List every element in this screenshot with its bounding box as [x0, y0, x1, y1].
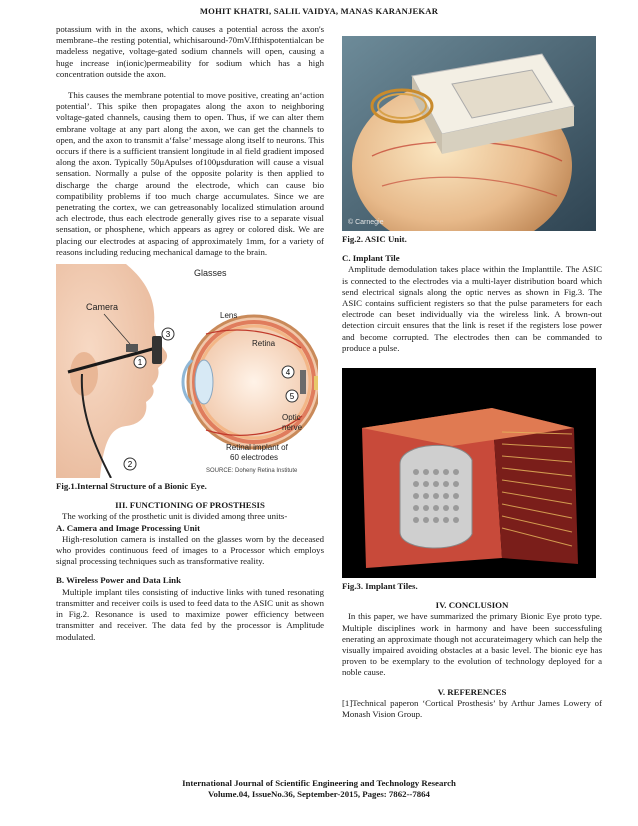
journal-footer	[0, 778, 638, 801]
label-nerve: nerve	[282, 423, 303, 433]
asic-unit-photo	[342, 36, 596, 231]
marker-5	[286, 390, 298, 402]
left-column	[56, 24, 324, 643]
bionic-eye-illustration	[56, 264, 318, 478]
label-implant-line2: 60 electrodes	[230, 453, 279, 463]
label-optic: Optic	[282, 413, 301, 423]
fig2-credit: © Carnegie	[348, 219, 384, 226]
label-retina: Retina	[252, 339, 276, 349]
label-glasses: Glasses	[194, 268, 227, 279]
optic-nerve	[314, 376, 318, 390]
marker-2	[124, 458, 136, 470]
marker-3	[162, 328, 174, 340]
ear	[70, 352, 98, 396]
marker-1	[134, 356, 146, 368]
svg-text:2: 2	[127, 460, 133, 470]
section-3-title: III. FUNCTIONING OF PROSTHESIS	[115, 500, 265, 511]
figure-2-caption: Fig.2. ASIC Unit.	[342, 234, 407, 244]
figure-3-implant-tiles	[342, 368, 596, 578]
implant-tiles-render	[342, 368, 596, 578]
subsection-b-text: Multiple implant tiles consisting of inductive links with tuned resonating transmitter and receiver coils is used to feed data to the ASIC unit as shown in Fig.2. Resonance is used to maximize power efficiency between transmitter and receiver. The data fed by the processor is Amplitude modulated.	[56, 586, 324, 642]
footer-volume-info: Volume.04, IssueNo.36, September-2015, Pages: 7862--7864	[208, 789, 430, 800]
camera-unit	[126, 344, 138, 352]
subsection-b-title: B. Wireless Power and Data Link	[56, 575, 181, 586]
paragraph-continued: potassium with in the axons, which causes a potential across the axon's membrane–the resting potential, whichisaround-70mV.Ifthispotentialcan be madeless negative, voltage-gated sodium channels will open, causing a huge increase in(ionic)permeability for sodium which has a high concentration outside the axon.	[56, 24, 324, 79]
figure-1-bionic-eye	[56, 264, 318, 478]
marker-4	[282, 366, 294, 378]
section-3-intro: The working of the prosthetic unit is divided among three units-	[62, 511, 288, 522]
retinal-implant	[300, 370, 306, 394]
implant-tile	[400, 445, 472, 548]
subsection-a-title: A. Camera and Image Processing Unit	[56, 522, 200, 533]
figure-3-caption: Fig.3. Implant Tiles.	[342, 581, 418, 592]
svg-text:3: 3	[165, 330, 171, 340]
glasses-lens-frame	[152, 336, 162, 364]
right-column	[342, 24, 602, 720]
paragraph-action-potential: This causes the membrane potential to move positive, creating an‘action potential’. This spike then propagates along the axon to neighboring voltage-gated channels, causing them to open. Thus, if we can alter them embrane voltage at any part along the axon, we can get the channels to open, and the axon to transmit a‘false’ message along itself to neurons. This occurs if there is a sufficient transient longitude in al field gradient imposed along the axon. Typically 50μApulses of100μsduration will cause a visual sensation. Normally a pulse of the opposite polarity is then applied to discharge the charge around the electrode, which can cause bio compatibility problems if too much charge accumulates. Since we are penetrating the cortex, we can getreasonably localized stimulation around ach electrode, thus each electrode generally gives rise to a separate visual sensation, or phosphene, which appears as agrey or colored disk. We are placing our electrodes at aspacing of approximately 1mm, for a variety of reasons including reducing mechanical damage to the brain.	[56, 90, 324, 257]
section-5-title: V. REFERENCES	[437, 686, 507, 697]
label-lens: Lens	[220, 311, 238, 321]
svg-text:5: 5	[289, 392, 295, 402]
running-header: MOHIT KHATRI, SALIL VAIDYA, MANAS KARANJEKAR	[199, 6, 439, 16]
subsection-c-text: Amplitude demodulation takes place within the Implanttile. The ASIC is connected to the electrodes via a multi-layer distribution board which send electrical signals along the optic nerves as shown in Fig.3. The ASIC contains sufficient registers so that the pulse parameters for each electrode can beset individually via the wireless link. A brown-out detection circuit ensures that the link is reset if the registers lose power and become corrupted. The electrodes then can be commanded to produce a pulse.	[342, 264, 602, 353]
svg-text:1: 1	[137, 358, 143, 368]
label-source: SOURCE: Doheny Retina Institute	[206, 468, 298, 475]
figure-1-caption: Fig.1.Internal Structure of a Bionic Eye.	[56, 481, 207, 492]
figure-2-asic-unit	[342, 36, 596, 231]
subsection-c-title: C. Implant Tile	[342, 253, 400, 264]
reference-1: [1]Technical paperon ‘Cortical Prosthesis’ by Arthur James Lowery of Monash Vision Group.	[342, 697, 602, 720]
eye-lens	[195, 360, 213, 404]
section-4-title: IV. CONCLUSION	[435, 600, 509, 611]
footer-journal-name: International Journal of Scientific Engineering and Technology Research	[182, 778, 456, 788]
svg-text:4: 4	[285, 368, 291, 378]
label-implant-line1: Retinal implant of	[226, 443, 288, 453]
label-camera: Camera	[86, 302, 119, 313]
section-4-text: In this paper, we have summarized the primary Bionic Eye proto type. Multiple disciplines work in harmony and have been successfuling enerating an approximate though not accurateimagery which can help the visually impaired avoiding obstacles at a basic level. The bionic eye has proven to be exemplary to the evolution of technology deployed for a noble cause.	[342, 611, 602, 678]
subsection-a-text: High-resolution camera is installed on the glasses worn by the deceased who provides continuous feed of images to a Processor which employs signal processing techniques such as transformative reality.	[56, 533, 324, 567]
